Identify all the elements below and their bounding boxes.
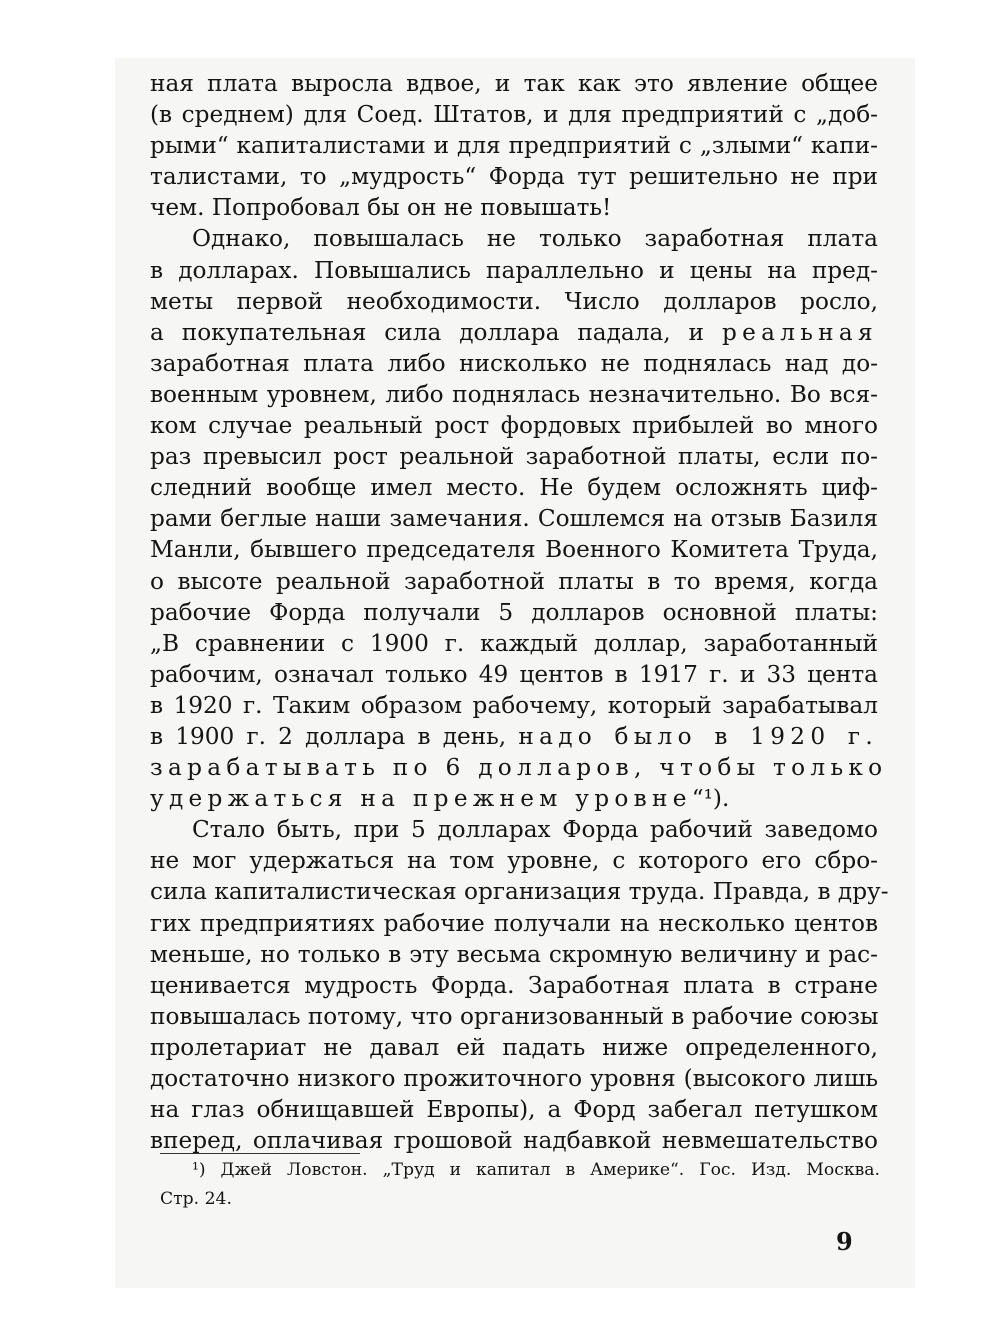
spaced-emphasis: реальная: [721, 318, 878, 346]
text-line: „В сравнении с 1900 г. каждый доллар, заработанный: [150, 629, 878, 657]
text-line: [150, 721, 878, 752]
text-line: сила капиталистическая организация труда. Правда, в дру-: [150, 878, 889, 906]
text-line: повышалась потому, что организованный в рабочие союзы: [150, 1002, 879, 1030]
text-line: следний вообще имел место. Не будем осложнять циф-: [150, 474, 878, 502]
text-line: достаточно низкого прожиточного уровня (высокого лишь: [150, 1065, 878, 1092]
text-line: гих предприятиях рабочие получали на несколько центов: [150, 909, 878, 937]
text-line: в 1920 г. Таким образом рабочему, который зарабатывал: [150, 691, 878, 719]
text-line: рыми“ капиталистами и для предприятий с „злыми“ капи-: [150, 132, 878, 160]
spaced-emphasis: удержаться на прежнем уровне: [150, 785, 692, 813]
footnote: [160, 1156, 880, 1214]
text-line: [150, 783, 878, 814]
text-line: рабочие Форда получали 5 долларов основной платы:: [150, 598, 878, 626]
text-line: Однако, повышалась не только заработная плата: [192, 225, 878, 253]
text-line: в долларах. Повышались параллельно и цены на пред-: [150, 256, 878, 284]
page-number: 9: [836, 1227, 853, 1256]
text-line: [150, 317, 878, 348]
text-line: на глаз обнищавшей Европы), а Форд забегал петушком: [150, 1096, 878, 1124]
text-line: военным уровнем, либо поднялась незначительно. Во вся-: [150, 380, 878, 408]
text-segment: “¹).: [691, 785, 730, 813]
spaced-emphasis: надо было в 1920 г.: [518, 722, 878, 750]
text-line: чем. Попробовал бы он не повышать!: [150, 194, 612, 222]
text-line: раз превысил рост реальной заработной платы, если по-: [150, 443, 878, 471]
text-line: Манли, бывшего председателя Военного Комитета Труда,: [150, 536, 878, 564]
text-segment: а покупательная сила доллара падала, и: [150, 318, 722, 346]
text-line: заработная плата либо нисколько не поднялась над до-: [150, 349, 878, 377]
text-line: не мог удержаться на том уровне, с которого его сбро-: [150, 847, 878, 875]
text-line: Стало быть, при 5 долларах Форда рабочий заведомо: [192, 816, 878, 844]
text-line: меты первой необходимости. Число долларов росло,: [150, 287, 878, 315]
text-line: пролетариат не давал ей падать ниже определенного,: [150, 1033, 878, 1061]
footnote-line: Стр. 24.: [160, 1189, 232, 1209]
text-line: ценивается мудрость Форда. Заработная плата в стране: [150, 971, 878, 999]
text-line: ная плата выросла вдвое, и так как это явление общее: [150, 70, 878, 97]
footnote-line: ¹) Джей Ловстон. „Труд и капитал в Америке“. Гос. Изд. Москва.: [192, 1160, 880, 1180]
text-segment: в 1900 г. 2 доллара в день,: [150, 722, 519, 750]
footnote-divider: [160, 1153, 360, 1154]
text-line: ком случае реальный рост фордовых прибылей во много: [150, 412, 878, 440]
text-line: вперед, оплачивая грошовой надбавкой невмешательство: [150, 1127, 878, 1155]
body-text: [150, 68, 889, 1156]
text-line: рами беглые наши замечания. Сошлемся на отзыв Базиля: [150, 505, 878, 533]
text-line: рабочим, означал только 49 центов в 1917 г. и 33 цента: [150, 660, 878, 688]
text-line: (в среднем) для Соед. Штатов, и для предприятий с „доб-: [150, 101, 878, 129]
spaced-emphasis-line: зарабатывать по 6 долларов, чтобы только: [150, 754, 888, 782]
text-line: меньше, но только в эту весьма скромную величину и рас-: [150, 940, 878, 968]
text-line: талистами, то „мудрость“ Форда тут решительно не при: [150, 163, 878, 191]
text-line: о высоте реальной заработной платы в то время, когда: [150, 567, 878, 595]
